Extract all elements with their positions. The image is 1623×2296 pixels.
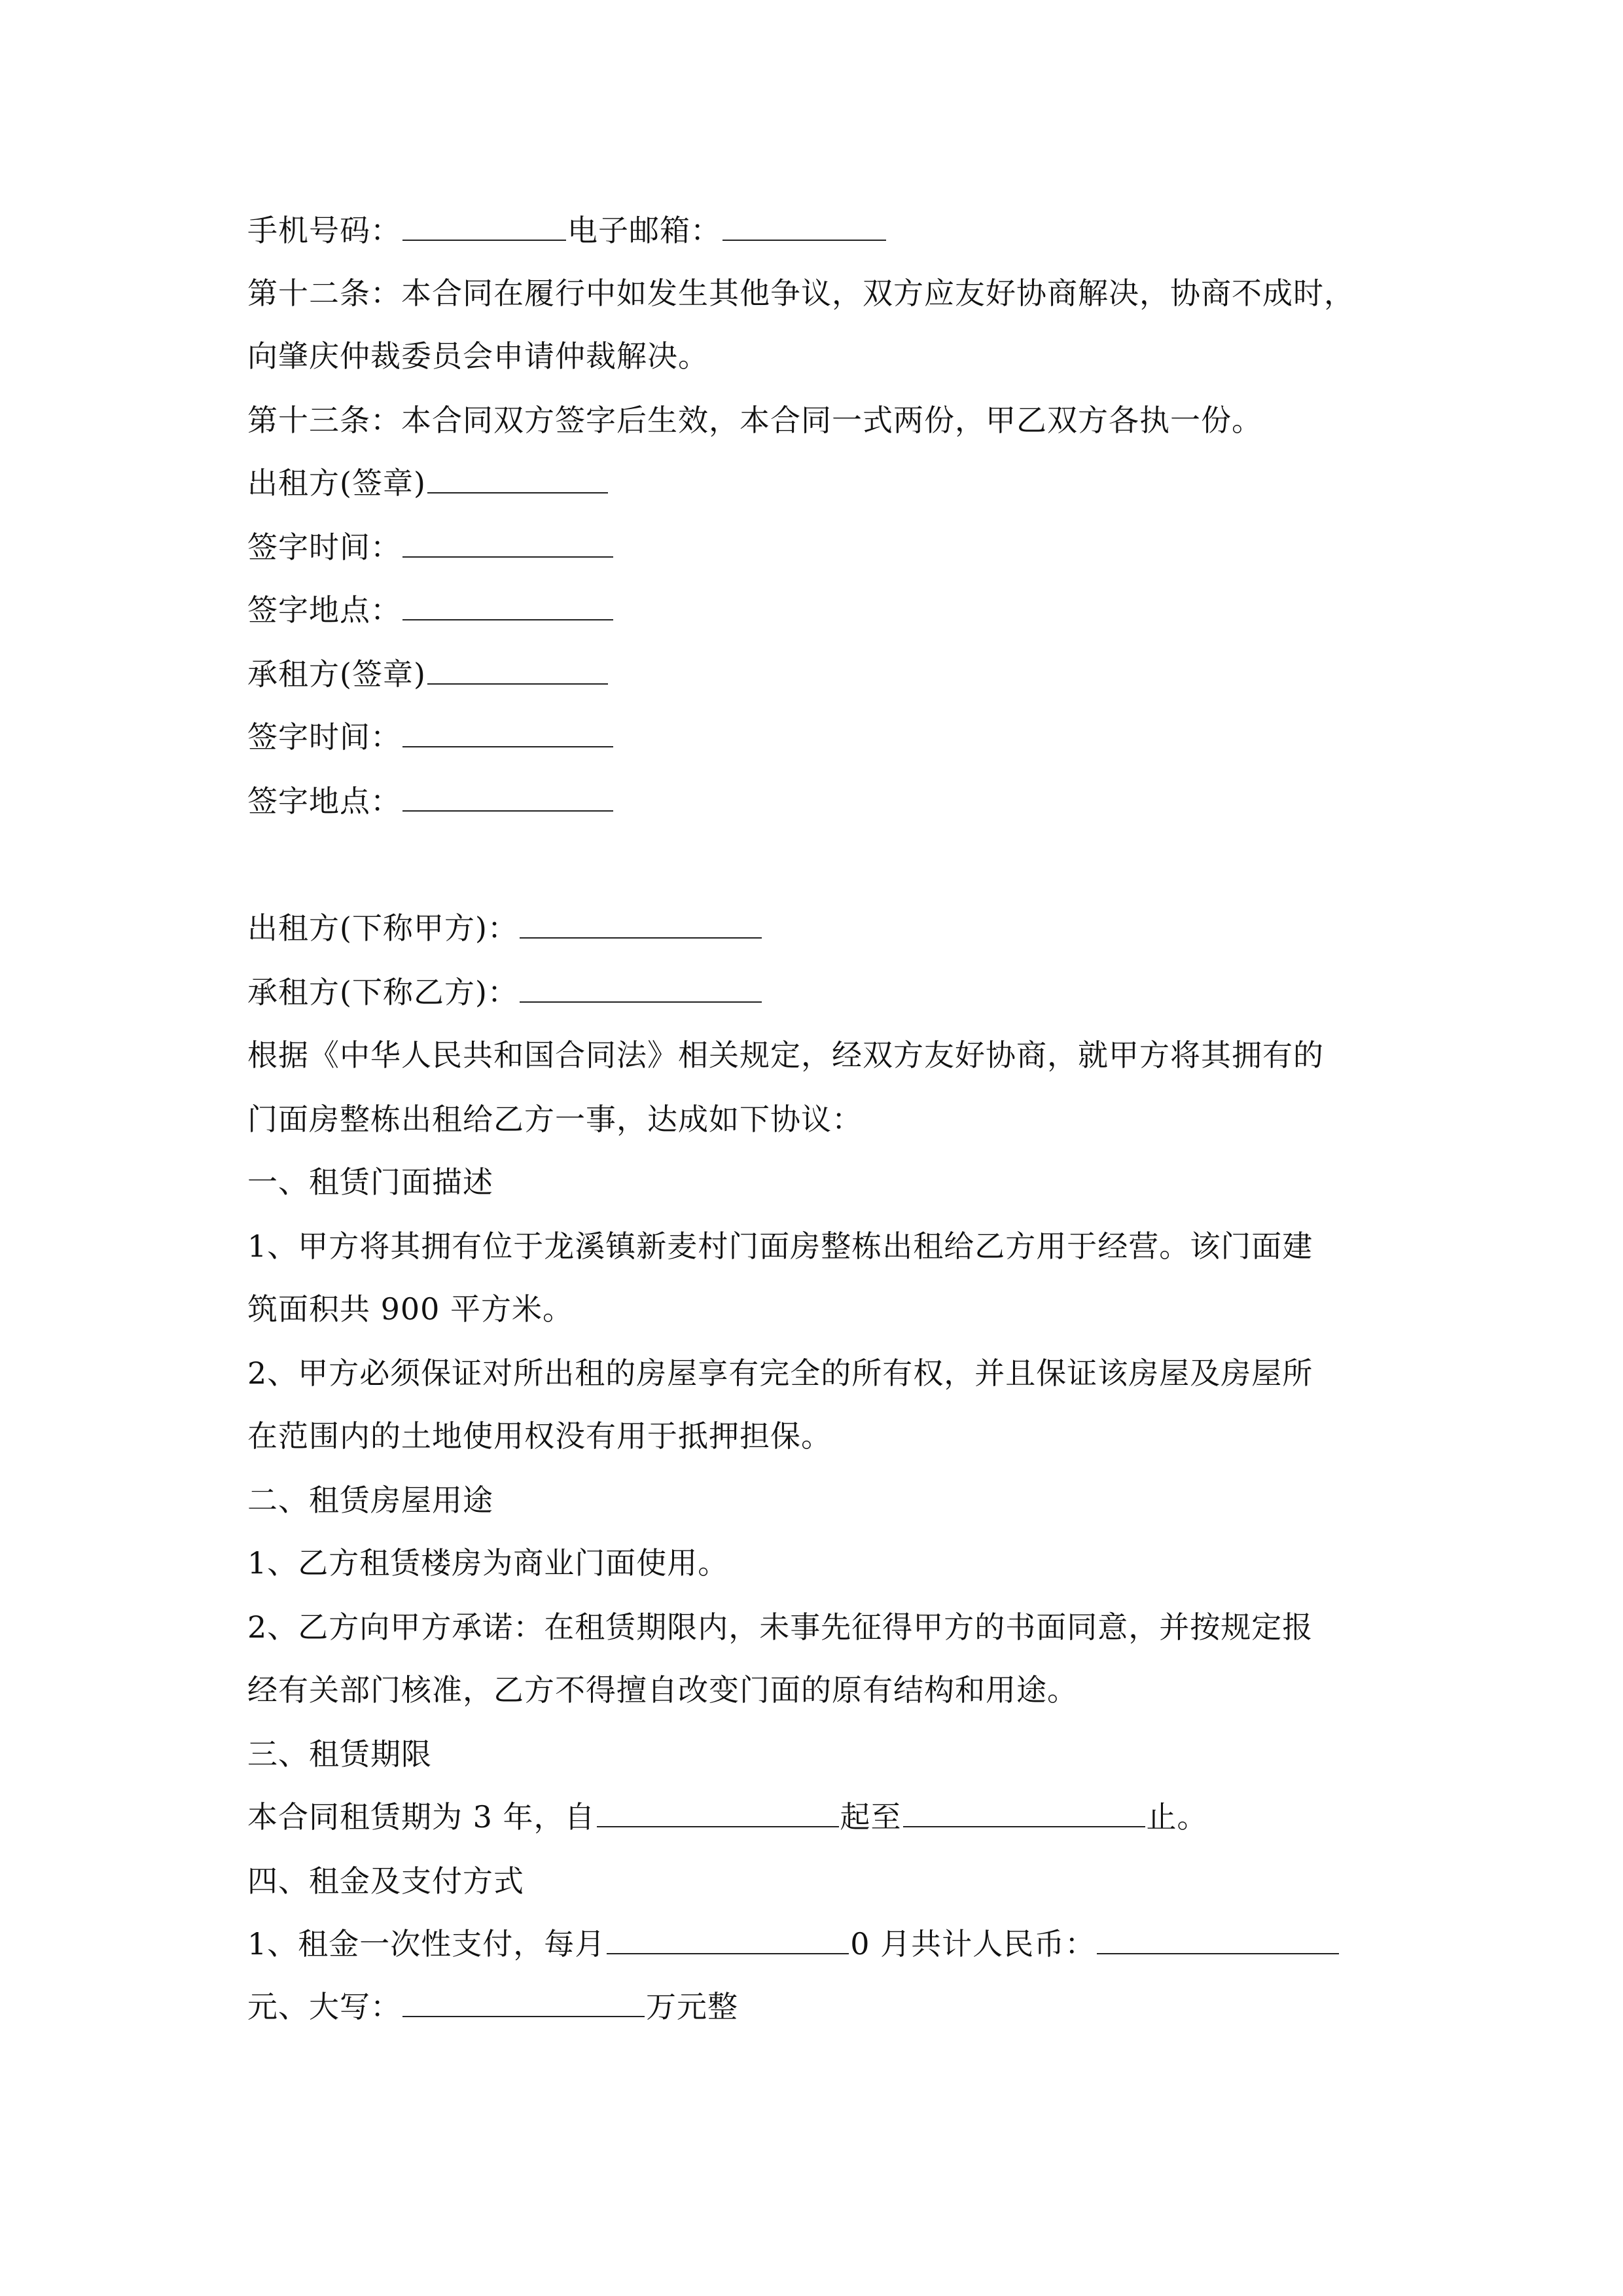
article-12-line-2: 向肇庆仲裁委员会申请仲裁解决。: [247, 338, 709, 374]
lease-end-date-blank[interactable]: [903, 1797, 1145, 1827]
section-2-item-1: 1、乙方租赁楼房为商业门面使用。: [247, 1545, 729, 1581]
section-4-heading: 四、租金及支付方式: [247, 1863, 524, 1899]
lessor-signature-blank[interactable]: [427, 463, 608, 493]
email-blank[interactable]: [722, 211, 886, 241]
lessee-sign-place-line: [247, 781, 1386, 821]
section-2-item-2-line-2: 经有关部门核准，乙方不得擅自改变门面的原有结构和用途。: [247, 1672, 1078, 1708]
article-13: 第十三条：本合同双方签字后生效，本合同一式两份，甲乙双方各执一份。: [247, 403, 1262, 438]
section-1-item-1-line-1: 1、甲方将其拥有位于龙溪镇新麦村门面房整栋出租给乙方用于经营。该门面建: [247, 1229, 1313, 1264]
preamble-line-1: 根据《中华人民共和国合同法》相关规定，经双方友好协商，就甲方将其拥有的: [247, 1037, 1324, 1073]
phone-blank[interactable]: [402, 211, 566, 241]
party-b-blank[interactable]: [520, 973, 762, 1003]
party-a-blank[interactable]: [520, 908, 762, 939]
party-b-label: 承租方(下称乙方)：: [247, 975, 518, 1010]
lessee-sign-time-label: 签字时间：: [247, 719, 401, 755]
email-label: 电子邮箱：: [567, 213, 721, 248]
preamble-line-2: 门面房整栋出租给乙方一事，达成如下协议：: [247, 1102, 863, 1137]
party-a-label: 出租方(下称甲方)：: [247, 910, 518, 946]
lessor-sign-time-label: 签字时间：: [247, 529, 401, 565]
phone-email-line: [247, 211, 1386, 250]
section-1-item-1-line-2: 筑面积共 900 平方米。: [247, 1291, 574, 1327]
lessee-signature-line: [247, 655, 1386, 694]
lease-term-text-start: 本合同租赁期为 3 年，自: [247, 1799, 596, 1835]
section-2-item-2-line-1: 2、乙方向甲方承诺：在租赁期限内，未事先征得甲方的书面同意，并按规定报: [247, 1609, 1313, 1645]
lease-start-date-blank[interactable]: [597, 1797, 839, 1827]
lessee-sign-time-blank[interactable]: [402, 717, 613, 747]
section-3-heading: 三、租赁期限: [247, 1736, 432, 1772]
rent-payment-text-mid: 0 月共计人民币：: [850, 1926, 1096, 1962]
rent-uppercase-line: [247, 1987, 1386, 2026]
rent-payment-text-start: 1、租金一次性支付，每月: [247, 1926, 606, 1962]
lessor-sign-place-label: 签字地点：: [247, 592, 401, 628]
lessor-sign-time-blank[interactable]: [402, 528, 613, 558]
lease-term-text-mid: 起至: [840, 1799, 902, 1835]
lessor-sign-time-line: [247, 528, 1386, 567]
rent-payment-line: [247, 1924, 1386, 1964]
lessee-sign-place-blank[interactable]: [402, 781, 613, 812]
monthly-rent-blank[interactable]: [607, 1924, 849, 1954]
lessor-signature-label: 出租方(签章): [247, 465, 426, 501]
lessee-sign-time-line: [247, 717, 1386, 757]
lessee-signature-blank[interactable]: [427, 655, 608, 685]
article-12-line-1: 第十二条：本合同在履行中如发生其他争议，双方应友好协商解决，协商不成时，: [247, 276, 1355, 311]
lessor-sign-place-line: [247, 590, 1386, 630]
section-1-item-2-line-2: 在范围内的土地使用权没有用于抵押担保。: [247, 1418, 832, 1454]
section-1-heading: 一、租赁门面描述: [247, 1164, 493, 1200]
lessor-signature-line: [247, 463, 1386, 503]
rent-total-blank[interactable]: [1097, 1924, 1339, 1954]
lessee-sign-place-label: 签字地点：: [247, 783, 401, 819]
lease-term-text-end: 止。: [1146, 1799, 1208, 1835]
party-a-line: [247, 908, 1386, 948]
lessor-sign-place-blank[interactable]: [402, 590, 613, 620]
lease-term-line: [247, 1797, 1386, 1837]
section-2-heading: 二、租赁房屋用途: [247, 1482, 493, 1518]
lessee-signature-label: 承租方(签章): [247, 656, 426, 692]
section-1-item-2-line-1: 2、甲方必须保证对所出租的房屋享有完全的所有权，并且保证该房屋及房屋所: [247, 1355, 1313, 1391]
rent-uppercase-label: 元、大写：: [247, 1989, 401, 2024]
phone-label: 手机号码：: [247, 213, 401, 248]
rent-uppercase-unit: 万元整: [646, 1989, 738, 2024]
rent-uppercase-blank[interactable]: [402, 1987, 645, 2017]
party-b-line: [247, 973, 1386, 1012]
